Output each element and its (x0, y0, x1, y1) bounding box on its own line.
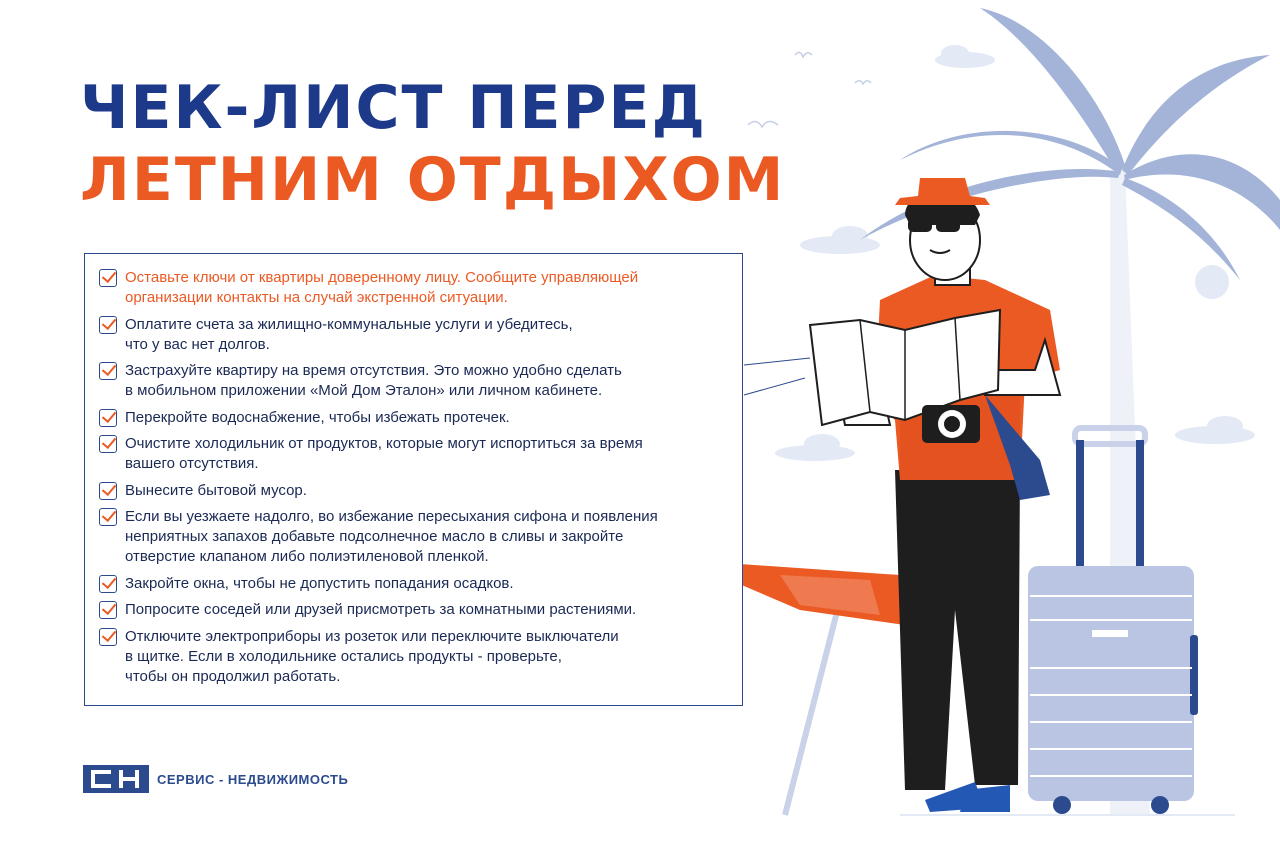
checklist-item-text: Оставьте ключи от квартиры доверенному лицу. Сообщите управляющей организации контакты на случай экстренной ситуации. (125, 269, 639, 306)
checkbox-checked-icon (99, 409, 117, 427)
checkbox-checked-icon (99, 269, 117, 287)
company-logo (83, 765, 348, 793)
checklist-item-text: Оплатите счета за жилищно-коммунальные услуги и убедитесь, что у вас нет долгов. (125, 315, 573, 353)
checkbox-checked-icon (99, 508, 117, 526)
checkbox-checked-icon (99, 601, 117, 619)
bird-icon (748, 52, 871, 127)
checkbox-checked-icon (99, 362, 117, 380)
checklist (85, 254, 742, 687)
page-title-line-1: ЧЕК-ЛИСТ ПЕРЕД (80, 73, 707, 143)
checklist-item-text: Очистите холодильник от продуктов, которые могут испортиться за время вашего отсутствия. (125, 435, 643, 472)
checklist-item-text: Вынесите бытовой мусор. (125, 481, 307, 499)
checklist-item (99, 627, 742, 687)
checkbox-checked-icon (99, 482, 117, 500)
checklist-item-text: Закройте окна, чтобы не допустить попадания осадков. (125, 574, 514, 592)
checklist-item-text: Если вы уезжаете надолго, во избежание пересыхания сифона и появления неприятных запахов добавьте подсолнечное масло в сливы и закройте отверстие клапаном либо полиэтиленовой пленкой. (125, 508, 658, 565)
checkbox-checked-icon (99, 628, 117, 646)
checklist-item (99, 315, 742, 355)
checklist-item (99, 574, 742, 594)
checklist-item-text: Перекройте водоснабжение, чтобы избежать протечек. (125, 408, 510, 426)
checkbox-checked-icon (99, 435, 117, 453)
checklist-item (99, 434, 742, 474)
beach-umbrella-icon (725, 563, 905, 815)
camera-icon (922, 405, 980, 443)
checkbox-checked-icon (99, 575, 117, 593)
checklist-item-text: Отключите электроприборы из розеток или переключите выключатели в щитке. Если в холодильнике остались продукты - проверьте, чтобы он продолжил работать. (125, 627, 619, 685)
checklist-item (99, 361, 742, 401)
page-title-line-2: ЛЕТНИМ ОТДЫХОМ (80, 145, 786, 215)
checklist-item (99, 507, 742, 567)
checklist-item (99, 481, 742, 501)
checklist-item-text: Застрахуйте квартиру на время отсутствия. Это можно удобно сделать в мобильном приложении «Мой Дом Эталон» или личном кабинете. (125, 362, 622, 399)
logo-mark-icon (83, 765, 149, 793)
checklist-item (99, 408, 742, 428)
checklist-item (99, 600, 742, 620)
sun-icon (1195, 265, 1229, 299)
checklist-item (99, 268, 742, 308)
checklist-box (84, 253, 743, 706)
traveler-figure (810, 178, 1060, 812)
logo-text: СЕРВИС - НЕДВИЖИМОСТЬ (157, 771, 349, 787)
checklist-item-text: Попросите соседей или друзей присмотреть за комнатными растениями. (125, 601, 637, 618)
checkbox-checked-icon (99, 316, 117, 334)
